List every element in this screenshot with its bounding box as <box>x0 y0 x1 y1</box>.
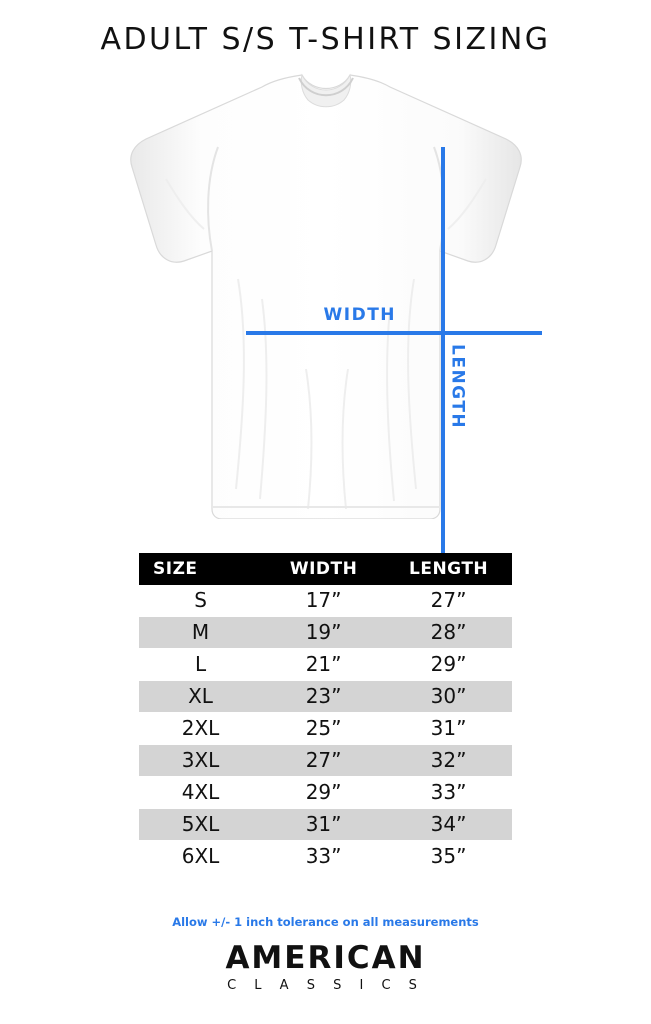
table-row <box>139 681 512 713</box>
table-row <box>139 809 512 841</box>
table-row <box>139 713 512 745</box>
table-row <box>139 777 512 809</box>
header-width: WIDTH <box>262 553 385 585</box>
table-row <box>139 841 512 873</box>
page-title: ADULT S/S T-SHIRT SIZING <box>100 22 551 57</box>
cell-length: 34” <box>385 809 512 841</box>
cell-length: 29” <box>385 649 512 681</box>
header-size: SIZE <box>139 553 262 585</box>
width-label: WIDTH <box>323 305 397 325</box>
brand-name: AMERICAN <box>225 940 426 976</box>
cell-size: 6XL <box>139 841 262 873</box>
size-table <box>139 553 512 873</box>
length-label: LENGTH <box>447 344 468 430</box>
width-guide-line <box>246 331 542 335</box>
cell-size: 5XL <box>139 809 262 841</box>
cell-width: 33” <box>262 841 385 873</box>
cell-length: 28” <box>385 617 512 649</box>
cell-size: 2XL <box>139 713 262 745</box>
cell-width: 17” <box>262 585 385 617</box>
cell-length: 32” <box>385 745 512 777</box>
cell-width: 31” <box>262 809 385 841</box>
cell-size: S <box>139 585 262 617</box>
table-row <box>139 585 512 617</box>
cell-length: 30” <box>385 681 512 713</box>
tolerance-note: Allow +/- 1 inch tolerance on all measurements <box>172 915 479 929</box>
cell-length: 31” <box>385 713 512 745</box>
cell-width: 23” <box>262 681 385 713</box>
cell-width: 25” <box>262 713 385 745</box>
cell-width: 29” <box>262 777 385 809</box>
cell-size: L <box>139 649 262 681</box>
cell-length: 27” <box>385 585 512 617</box>
table-row <box>139 617 512 649</box>
cell-size: XL <box>139 681 262 713</box>
cell-length: 35” <box>385 841 512 873</box>
table-row <box>139 649 512 681</box>
length-guide-line <box>441 147 445 607</box>
cell-size: M <box>139 617 262 649</box>
size-chart <box>139 553 512 929</box>
cell-width: 27” <box>262 745 385 777</box>
brand-subtitle: C L A S S I C S <box>227 978 424 993</box>
cell-size: 4XL <box>139 777 262 809</box>
cell-width: 21” <box>262 649 385 681</box>
table-header-row <box>139 553 512 585</box>
brand-logo <box>0 940 651 993</box>
shirt-diagram <box>0 65 651 525</box>
header-length: LENGTH <box>385 553 512 585</box>
cell-size: 3XL <box>139 745 262 777</box>
tshirt-illustration <box>66 69 586 519</box>
cell-length: 33” <box>385 777 512 809</box>
cell-width: 19” <box>262 617 385 649</box>
table-row <box>139 745 512 777</box>
